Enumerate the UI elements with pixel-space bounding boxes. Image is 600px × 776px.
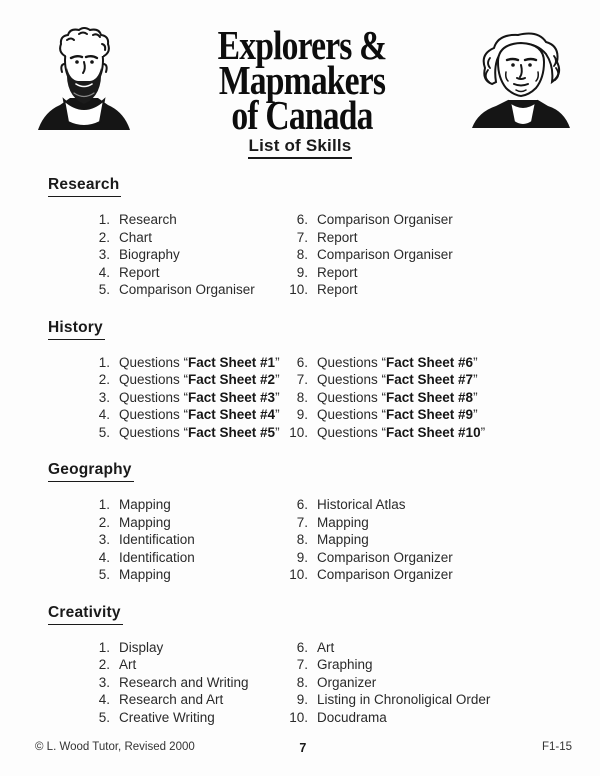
item-number: 10. [289, 282, 308, 297]
item-number: 10. [289, 424, 308, 440]
skills-list [48, 176, 600, 726]
item-text: Creative Writing [119, 709, 215, 725]
list-item [76, 424, 280, 442]
right-column [274, 211, 600, 299]
list-item [76, 264, 274, 282]
list-item [274, 656, 600, 674]
item-text: Questions “Fact Sheet #1” [119, 354, 280, 370]
item-number: 3. [98, 674, 110, 690]
item-text: Comparison Organiser [317, 212, 453, 227]
list-item [76, 691, 274, 709]
list-item [274, 389, 600, 407]
copyright-text: © L. Wood Tutor, Revised 2000 [35, 741, 195, 753]
list-item [274, 264, 600, 282]
section-geography [48, 461, 600, 584]
page-title-line1: Explorers & Mapmakers [217, 22, 387, 103]
list-item [76, 674, 274, 692]
item-text: Questions “Fact Sheet #7” [317, 372, 478, 387]
wigged-explorer-portrait-icon [470, 26, 572, 130]
section-heading [48, 604, 600, 625]
item-text: Mapping [119, 497, 171, 512]
item-text: Questions “Fact Sheet #2” [119, 372, 280, 387]
item-text: Mapping [119, 514, 171, 530]
item-text: Questions “Fact Sheet #9” [317, 407, 478, 422]
item-text: Questions “Fact Sheet #3” [119, 389, 280, 405]
list-item [76, 549, 274, 567]
item-text: Research and Writing [119, 674, 249, 690]
list-item [274, 639, 600, 657]
item-number: 1. [98, 639, 110, 655]
list-item [274, 211, 600, 229]
list-item [76, 371, 280, 389]
item-number: 7. [296, 229, 308, 245]
item-text: Mapping [119, 567, 171, 582]
item-text: Art [317, 639, 335, 655]
left-column [76, 496, 274, 584]
item-number: 1. [98, 212, 110, 227]
item-text: Questions “Fact Sheet #6” [317, 354, 478, 370]
item-number: 3. [98, 389, 110, 405]
item-number: 6. [296, 497, 308, 512]
list-item [274, 246, 600, 264]
item-number: 5. [98, 567, 110, 582]
item-text: Questions “Fact Sheet #5” [119, 424, 280, 440]
section-heading-text: History [48, 319, 105, 340]
item-text: Comparison Organizer [317, 567, 453, 582]
item-number: 3. [98, 532, 110, 547]
subtitle-wrap [0, 136, 600, 159]
list-item [76, 354, 280, 372]
item-number: 9. [296, 407, 308, 422]
list-item [76, 531, 274, 549]
right-column [274, 639, 600, 727]
item-text: Questions “Fact Sheet #4” [119, 407, 280, 422]
list-item [76, 639, 274, 657]
section-heading-text: Geography [48, 461, 134, 482]
item-text: Art [119, 657, 137, 672]
list-item [274, 354, 600, 372]
item-number: 3. [98, 247, 110, 262]
item-number: 2. [98, 657, 110, 672]
item-number: 2. [98, 372, 110, 387]
item-number: 8. [296, 389, 308, 405]
list-item [76, 211, 274, 229]
item-text: Comparison Organizer [317, 549, 453, 565]
item-text: Research and Art [119, 692, 224, 707]
right-column [274, 354, 600, 442]
list-item [76, 514, 274, 532]
item-text: Questions “Fact Sheet #8” [317, 389, 478, 405]
skill-columns [76, 354, 600, 442]
item-text: Questions “Fact Sheet #10” [317, 424, 486, 440]
list-item [274, 514, 600, 532]
item-number: 9. [296, 549, 308, 565]
item-number: 4. [98, 264, 110, 280]
item-number: 6. [296, 212, 308, 227]
item-number: 6. [296, 639, 308, 655]
item-number: 2. [98, 229, 110, 245]
item-text: Identification [119, 549, 195, 565]
item-number: 9. [296, 692, 308, 707]
item-text: Listing in Chronoligical Order [317, 692, 491, 707]
list-item [76, 246, 274, 264]
list-item [76, 229, 274, 247]
item-text: Graphing [317, 657, 373, 672]
item-number: 7. [296, 657, 308, 672]
title-block [134, 22, 470, 138]
list-item [274, 531, 600, 549]
section-heading-text: Research [48, 176, 121, 197]
section-heading-text: Creativity [48, 604, 123, 625]
list-item [274, 691, 600, 709]
item-text: Organizer [317, 674, 377, 690]
page-title-line2: of Canada [231, 92, 373, 138]
skill-columns [76, 211, 600, 299]
item-text: Report [317, 229, 358, 245]
item-text: Biography [119, 247, 180, 262]
item-number: 10. [289, 567, 308, 582]
item-number: 6. [296, 354, 308, 370]
item-number: 2. [98, 514, 110, 530]
item-number: 4. [98, 407, 110, 422]
list-item [76, 389, 280, 407]
skill-columns [76, 496, 600, 584]
list-item [274, 674, 600, 692]
section-heading [48, 176, 600, 197]
item-number: 10. [289, 709, 308, 725]
list-item [274, 406, 600, 424]
section-heading [48, 461, 600, 482]
item-text: Display [119, 639, 164, 655]
list-item [76, 406, 280, 424]
list-item [76, 709, 274, 727]
left-column [76, 211, 274, 299]
item-number: 5. [98, 709, 110, 725]
right-column [274, 496, 600, 584]
item-number: 1. [98, 497, 110, 512]
list-item [76, 656, 274, 674]
item-text: Report [317, 264, 358, 280]
item-number: 7. [296, 514, 308, 530]
page-number: 7 [299, 741, 307, 755]
item-number: 1. [98, 354, 110, 370]
skill-columns [76, 639, 600, 727]
item-number: 8. [296, 532, 308, 547]
item-number: 4. [98, 549, 110, 565]
list-item [274, 229, 600, 247]
item-number: 5. [98, 282, 110, 297]
item-number: 7. [296, 372, 308, 387]
list-of-skills-heading: List of Skills [248, 136, 353, 159]
item-number: 5. [98, 424, 110, 440]
item-text: Research [119, 212, 177, 227]
list-item [76, 496, 274, 514]
page-header [0, 0, 600, 138]
section-research [48, 176, 600, 299]
left-column [76, 639, 274, 727]
item-number: 8. [296, 247, 308, 262]
list-item [76, 281, 274, 299]
list-item [76, 566, 274, 584]
item-text: Historical Atlas [317, 497, 406, 512]
item-text: Chart [119, 229, 153, 245]
page-title [164, 22, 440, 138]
page-footer [35, 741, 572, 756]
item-text: Mapping [317, 514, 369, 530]
list-item [274, 371, 600, 389]
item-number: 9. [296, 264, 308, 280]
item-text: Comparison Organiser [119, 282, 255, 297]
item-number: 8. [296, 674, 308, 690]
item-text: Report [317, 282, 358, 297]
item-text: Identification [119, 532, 195, 547]
bearded-explorer-portrait-icon [34, 26, 134, 132]
list-item [274, 496, 600, 514]
section-history [48, 319, 600, 442]
list-item [274, 709, 600, 727]
item-text: Report [119, 264, 160, 280]
item-number: 4. [98, 692, 110, 707]
item-text: Comparison Organiser [317, 247, 453, 262]
list-item [274, 424, 600, 442]
section-heading [48, 319, 600, 340]
section-creativity [48, 604, 600, 727]
list-item [274, 549, 600, 567]
left-column [76, 354, 280, 442]
item-text: Docudrama [317, 709, 387, 725]
list-item [274, 566, 600, 584]
document-code: F1-15 [541, 741, 572, 753]
list-item [274, 281, 600, 299]
item-text: Mapping [317, 532, 369, 547]
